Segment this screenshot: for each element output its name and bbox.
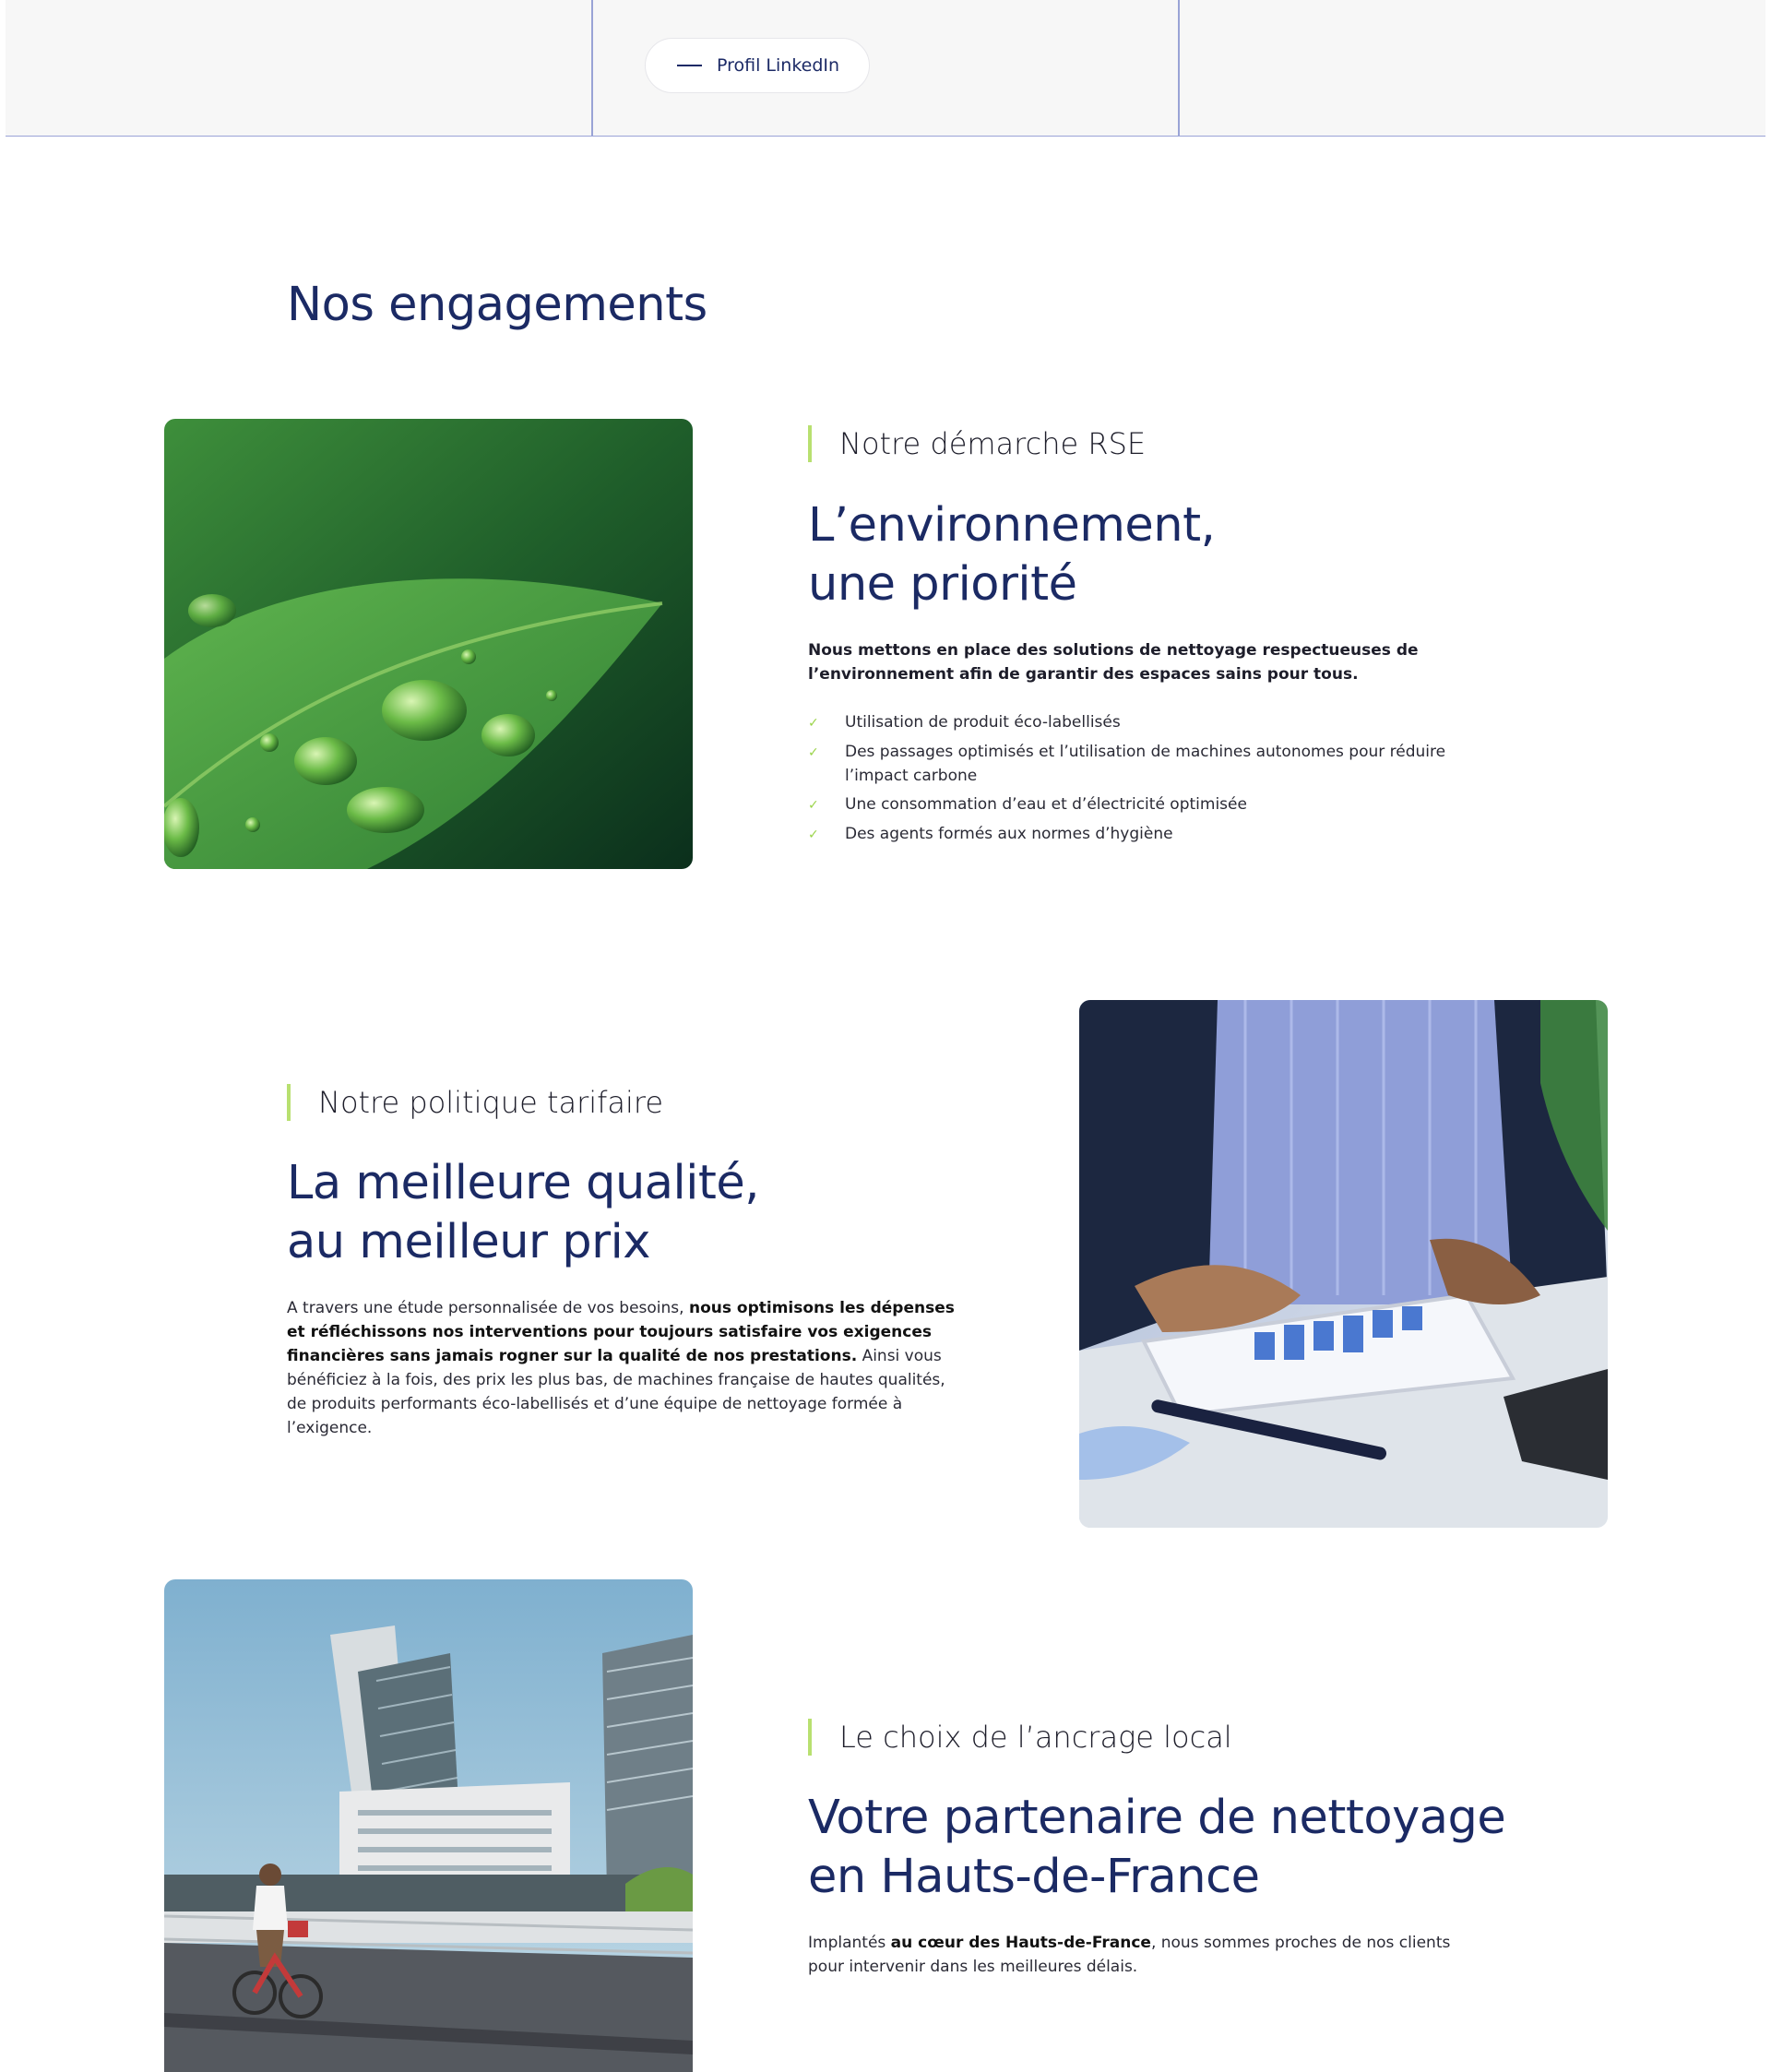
local-text-1: Implantés: [808, 1934, 891, 1952]
local-eyebrow-text: Le choix de l’ancrage local: [839, 1720, 1232, 1755]
rse-heading: [808, 496, 1215, 614]
check-icon: ✓: [808, 828, 819, 842]
tarif-text-1: A travers une étude personnalisée de vos besoins,: [287, 1299, 689, 1317]
tarif-heading-line1: La meilleure qualité,: [287, 1156, 759, 1210]
local-heading-line2: en Hauts-de-France: [808, 1850, 1260, 1904]
tarif-eyebrow: [287, 1084, 663, 1121]
linkedin-profile-label: Profil LinkedIn: [717, 55, 840, 76]
tarif-text-2: Ainsi vous bénéficiez à la fois, des prix les plus bas, de machines française de hautes qualités, de produits performants éco-labellisés et d’une équipe de nettoyage formée à l’exigence.: [287, 1347, 945, 1437]
rse-eyebrow-text: Notre démarche RSE: [839, 426, 1147, 461]
grid-line: [1178, 0, 1180, 137]
tarif-text-bold: nous optimisons les dépenses et réfléchissons nos interventions pour toujours satisfaire vos exigences financières sans jamais rogner sur la qualité de nos prestations.: [287, 1299, 955, 1365]
section-title: Nos engagements: [287, 278, 707, 332]
list-item: [808, 792, 1454, 817]
local-eyebrow: [808, 1719, 1232, 1756]
business-tablet-image: [1079, 1000, 1608, 1528]
list-item-text: Des agents formés aux normes d’hygiène: [845, 825, 1173, 843]
rse-heading-line1: L’environnement,: [808, 498, 1216, 553]
local-heading: [808, 1789, 1505, 1907]
top-band: [6, 0, 1765, 137]
rse-eyebrow: [808, 425, 1146, 462]
list-item-text: Des passages optimisés et l’utilisation de machines autonomes pour réduire l’impact carbone: [845, 743, 1446, 785]
tarif-heading-line2: au meilleur prix: [287, 1215, 650, 1269]
list-item-text: Une consommation d’eau et d’électricité optimisée: [845, 795, 1247, 814]
list-item: [808, 710, 1454, 735]
check-icon: ✓: [808, 798, 819, 813]
dash-icon: [677, 65, 702, 66]
accent-bar: [808, 425, 812, 462]
leaf-water-drops-image: [164, 419, 693, 869]
local-heading-line1: Votre partenaire de nettoyage: [808, 1791, 1506, 1845]
list-item: [808, 740, 1454, 788]
rse-checklist: [808, 710, 1454, 851]
tarif-paragraph: [287, 1296, 960, 1440]
list-item: [808, 822, 1454, 847]
list-item-text: Utilisation de produit éco-labellisés: [845, 713, 1121, 732]
rse-lead: Nous mettons en place des solutions de nettoyage respectueuses de l’environnement afin de garantir des espaces sains pour tous.: [808, 641, 1419, 684]
local-text-2: , nous sommes proches de nos clients pour intervenir dans les meilleures délais.: [808, 1934, 1451, 1976]
grid-line: [591, 0, 593, 137]
check-icon: ✓: [808, 745, 819, 760]
accent-bar: [808, 1719, 812, 1756]
linkedin-profile-button[interactable]: [645, 38, 870, 93]
local-text-bold: au cœur des Hauts-de-France: [890, 1934, 1151, 1952]
rse-heading-line2: une priorité: [808, 557, 1077, 612]
tarif-eyebrow-text: Notre politique tarifaire: [318, 1085, 664, 1120]
local-paragraph: [808, 1931, 1481, 1979]
tarif-heading: [287, 1154, 759, 1272]
check-icon: ✓: [808, 716, 819, 731]
accent-bar: [287, 1084, 291, 1121]
lille-buildings-cyclist-image: [164, 1579, 693, 2072]
